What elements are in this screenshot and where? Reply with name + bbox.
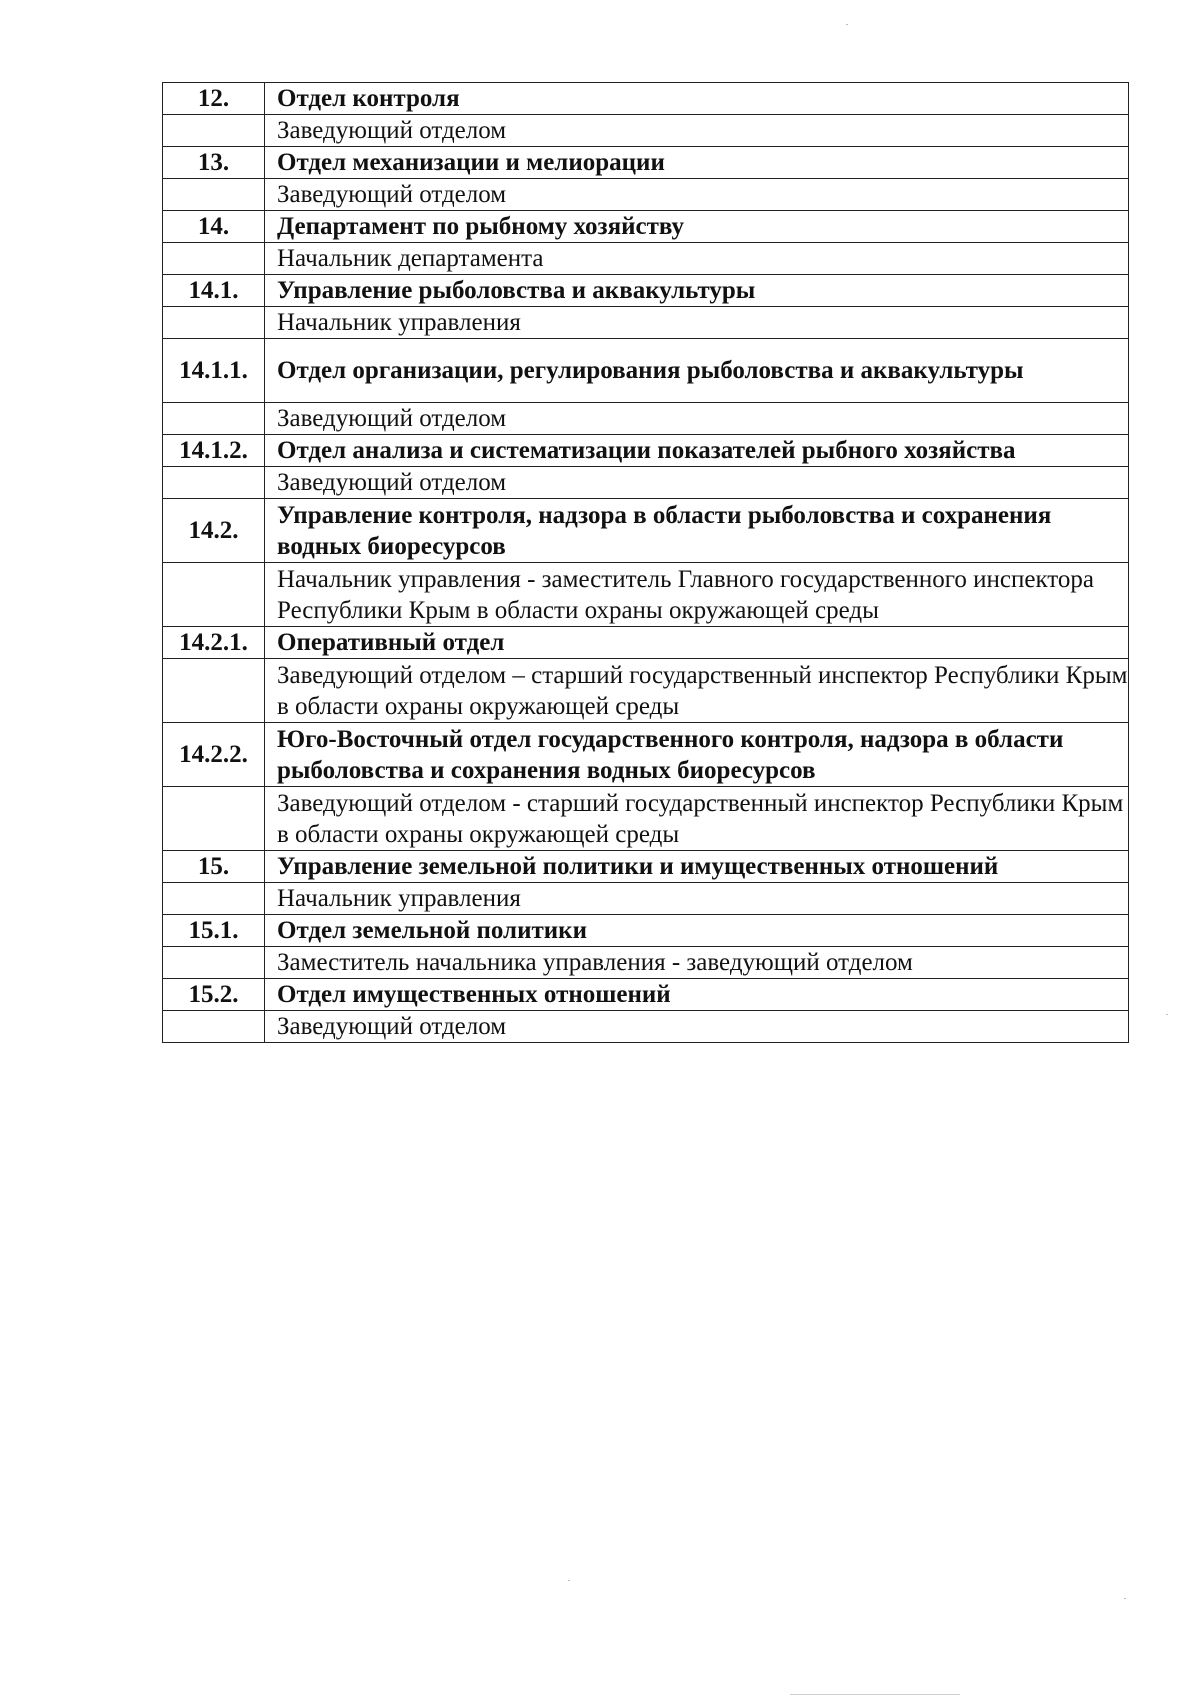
empty-number-cell	[163, 307, 265, 339]
empty-number-cell	[163, 467, 265, 499]
row-number: 12.	[163, 83, 265, 115]
position-title: Заведующий отделом	[265, 403, 1129, 435]
position-title: Заведующий отделом – старший государственный инспектор Республики Крым в области охраны окружающей среды	[265, 659, 1129, 723]
table-row-department	[163, 275, 1129, 307]
table-row-position	[163, 243, 1129, 275]
row-number: 14.1.2.	[163, 435, 265, 467]
empty-number-cell	[163, 947, 265, 979]
scan-speck	[846, 24, 848, 25]
department-title: Отдел контроля	[265, 83, 1129, 115]
table-row-position	[163, 787, 1129, 851]
position-title: Заведующий отделом	[265, 115, 1129, 147]
row-number: 15.2.	[163, 979, 265, 1011]
table-row-position	[163, 1011, 1129, 1043]
table-row-department	[163, 83, 1129, 115]
department-title: Управление контроля, надзора в области рыболовства и сохранения водных биоресурсов	[265, 499, 1129, 563]
empty-number-cell	[163, 787, 265, 851]
department-title: Управление земельной политики и имущественных отношений	[265, 851, 1129, 883]
row-number: 14.2.2.	[163, 723, 265, 787]
position-title: Заведующий отделом - старший государственный инспектор Республики Крым в области охраны окружающей среды	[265, 787, 1129, 851]
department-title: Департамент по рыбному хозяйству	[265, 211, 1129, 243]
row-number: 14.	[163, 211, 265, 243]
position-title: Начальник управления - заместитель Главного государственного инспектора Республики Крым в области охраны окружающей среды	[265, 563, 1129, 627]
scan-speck	[568, 1580, 570, 1581]
empty-number-cell	[163, 659, 265, 723]
position-title: Начальник департамента	[265, 243, 1129, 275]
department-title: Отдел имущественных отношений	[265, 979, 1129, 1011]
empty-number-cell	[163, 179, 265, 211]
table-row-position	[163, 947, 1129, 979]
position-title: Начальник управления	[265, 307, 1129, 339]
row-number: 13.	[163, 147, 265, 179]
table-row-department	[163, 147, 1129, 179]
table-row-department	[163, 723, 1129, 787]
scan-speck	[1124, 1598, 1126, 1599]
table-row-department	[163, 339, 1129, 403]
table-row-position	[163, 307, 1129, 339]
position-title: Заведующий отделом	[265, 1011, 1129, 1043]
row-number: 14.1.	[163, 275, 265, 307]
empty-number-cell	[163, 1011, 265, 1043]
row-number: 14.2.	[163, 499, 265, 563]
department-title: Отдел анализа и систематизации показателей рыбного хозяйства	[265, 435, 1129, 467]
position-title: Заместитель начальника управления - заведующий отделом	[265, 947, 1129, 979]
table-row-position	[163, 659, 1129, 723]
staff-structure-table	[162, 82, 1129, 1043]
table-row-position	[163, 883, 1129, 915]
table-row-position	[163, 467, 1129, 499]
table-row-department	[163, 627, 1129, 659]
department-title: Оперативный отдел	[265, 627, 1129, 659]
position-title: Начальник управления	[265, 883, 1129, 915]
row-number: 15.	[163, 851, 265, 883]
table-row-department	[163, 915, 1129, 947]
department-title: Отдел организации, регулирования рыболовства и аквакультуры	[265, 339, 1129, 403]
table-row-position	[163, 403, 1129, 435]
table-row-department	[163, 211, 1129, 243]
table-row-department	[163, 499, 1129, 563]
department-title: Управление рыболовства и аквакультуры	[265, 275, 1129, 307]
empty-number-cell	[163, 115, 265, 147]
position-title: Заведующий отделом	[265, 467, 1129, 499]
table-row-department	[163, 851, 1129, 883]
empty-number-cell	[163, 243, 265, 275]
department-title: Юго-Восточный отдел государственного контроля, надзора в области рыболовства и сохранения водных биоресурсов	[265, 723, 1129, 787]
empty-number-cell	[163, 883, 265, 915]
scan-speck	[1166, 1014, 1168, 1015]
table-row-department	[163, 979, 1129, 1011]
empty-number-cell	[163, 403, 265, 435]
position-title: Заведующий отделом	[265, 179, 1129, 211]
department-title: Отдел механизации и мелиорации	[265, 147, 1129, 179]
row-number: 14.1.1.	[163, 339, 265, 403]
row-number: 15.1.	[163, 915, 265, 947]
row-number: 14.2.1.	[163, 627, 265, 659]
scan-edge-line	[790, 1694, 960, 1695]
table-row-department	[163, 435, 1129, 467]
table-row-position	[163, 179, 1129, 211]
department-title: Отдел земельной политики	[265, 915, 1129, 947]
table-row-position	[163, 563, 1129, 627]
table-row-position	[163, 115, 1129, 147]
empty-number-cell	[163, 563, 265, 627]
